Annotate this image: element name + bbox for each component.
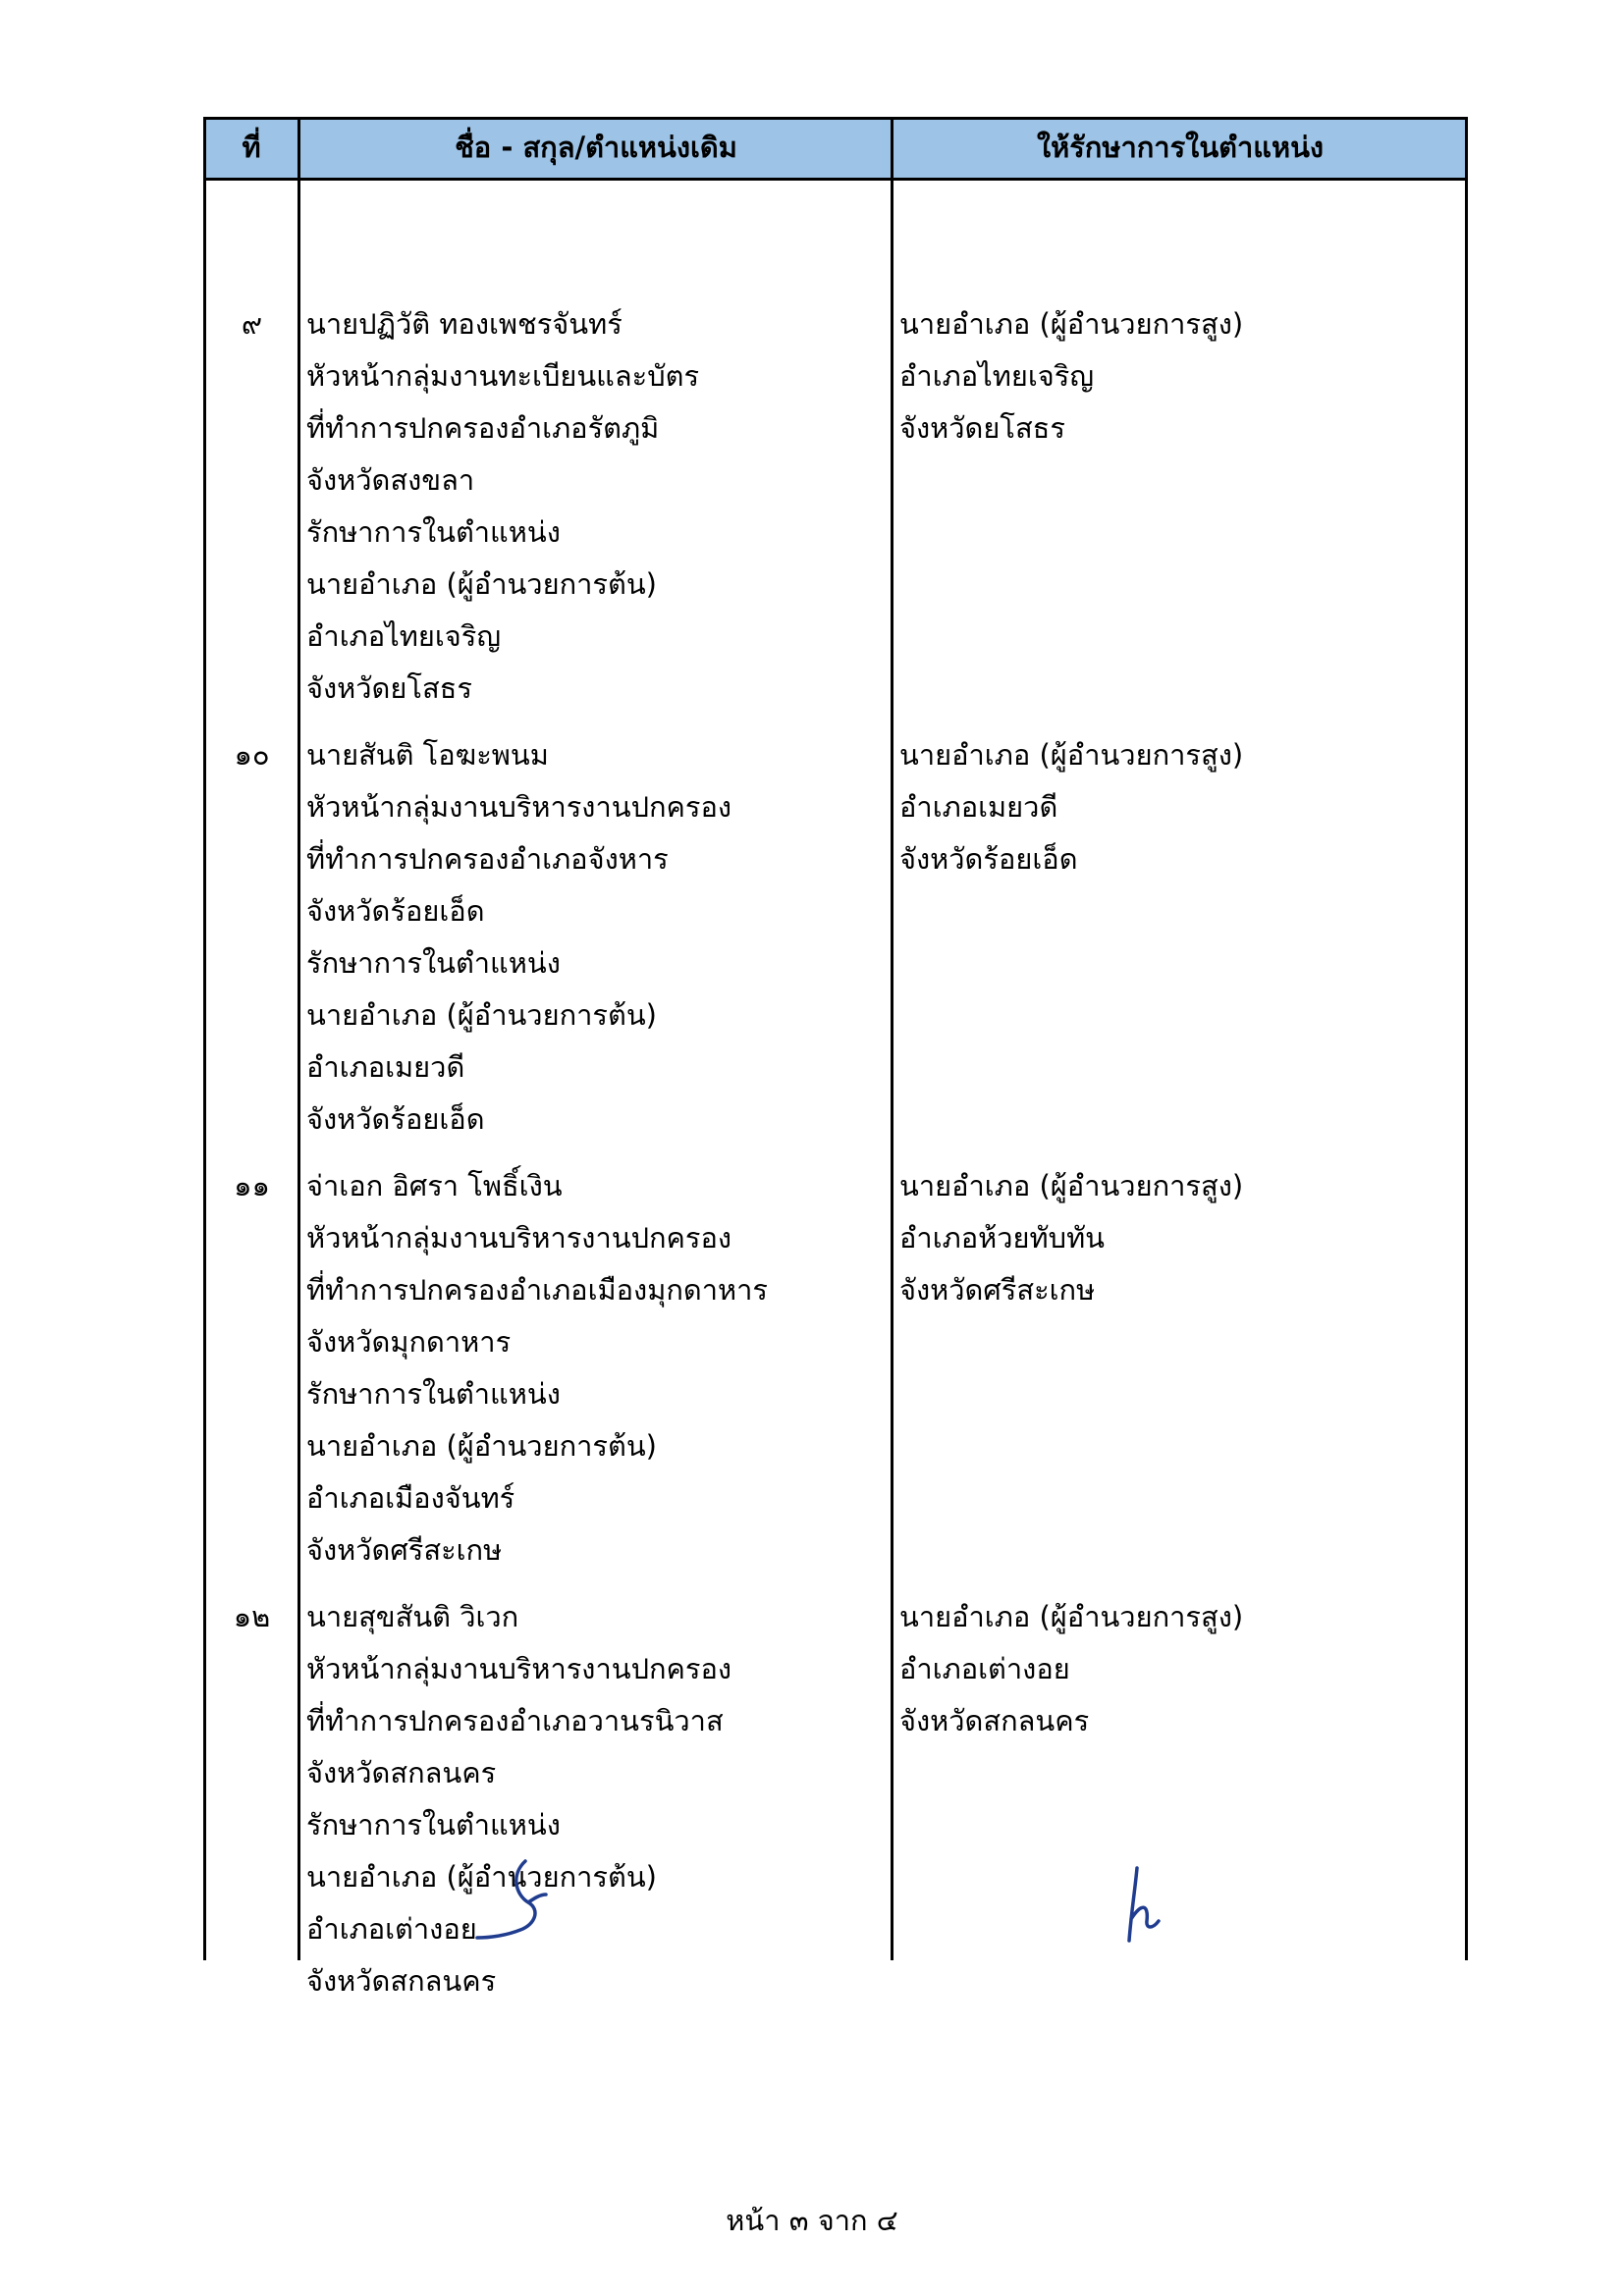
new-line: จังหวัดสกลนคร — [899, 1704, 1090, 1737]
row-old-position — [306, 298, 699, 715]
right-signature-mark — [1119, 1860, 1198, 1949]
row-old-position — [306, 729, 731, 1146]
table-left-border — [203, 117, 206, 1960]
new-line: นายอำเภอ (ผู้อำนวยการสูง) — [899, 307, 1244, 341]
old-line: หัวหน้ากลุ่มงานบริหารงานปกครอง — [306, 1652, 732, 1685]
appointment-table — [203, 117, 1468, 1998]
row-number: ๑๒ — [233, 1600, 271, 1633]
old-line: นายอำเภอ (ผู้อำนวยการต้น) — [306, 998, 657, 1032]
left-signature-mark — [471, 1855, 569, 1944]
old-line: อำเภอไทยเจริญ — [306, 619, 502, 653]
old-line: ที่ทำการปกครองอำเภอรัตภูมิ — [306, 411, 660, 445]
old-line: จังหวัดยโสธร — [306, 671, 472, 705]
new-line: จังหวัดร้อยเอ็ด — [899, 842, 1078, 876]
old-line: จังหวัดร้อยเอ็ด — [306, 894, 485, 928]
old-line: นายปฏิวัติ ทองเพชรจันทร์ — [306, 307, 623, 341]
old-line: ที่ทำการปกครองอำเภอจังหาร — [306, 842, 669, 876]
old-line: ที่ทำการปกครองอำเภอวานรนิวาส — [306, 1704, 724, 1737]
old-line: นายอำเภอ (ผู้อำนวยการต้น) — [306, 1860, 657, 1894]
old-line: หัวหน้ากลุ่มงานบริหารงานปกครอง — [306, 1221, 732, 1255]
old-line: อำเภอเต่างอย — [306, 1912, 477, 1946]
column-divider-2 — [891, 117, 893, 1960]
new-line: นายอำเภอ (ผู้อำนวยการสูง) — [899, 1169, 1244, 1202]
old-line: อำเภอเมยวดี — [306, 1050, 465, 1084]
old-line: จังหวัดมุกดาหาร — [306, 1325, 512, 1359]
old-line: ที่ทำการปกครองอำเภอเมืองมุกดาหาร — [306, 1273, 768, 1307]
header-no: ที่ — [242, 131, 261, 164]
new-line: จังหวัดศรีสะเกษ — [899, 1273, 1096, 1307]
header-acting-position: ให้รักษาการในตำแหน่ง — [1036, 131, 1325, 164]
old-line: จังหวัดศรีสะเกษ — [306, 1533, 503, 1567]
old-line: หัวหน้ากลุ่มงานบริหารงานปกครอง — [306, 790, 732, 824]
new-line: นายอำเภอ (ผู้อำนวยการสูง) — [899, 1600, 1244, 1633]
row-number: ๑๑ — [234, 1169, 270, 1202]
header-bottom-border — [203, 178, 1468, 181]
table-top-border — [203, 117, 1468, 120]
table-header — [203, 117, 1468, 178]
old-line: จังหวัดสงขลา — [306, 463, 475, 497]
old-line: นายสันติ โอฆะพนม — [306, 738, 549, 772]
row-number: ๙ — [241, 307, 263, 341]
row-number: ๑๐ — [234, 738, 270, 772]
row-acting-position — [899, 729, 1243, 885]
header-name-old-position: ชื่อ - สกุล/ตำแหน่งเดิม — [455, 131, 737, 164]
row-acting-position — [899, 1160, 1243, 1316]
table-right-border — [1465, 117, 1468, 1960]
old-line: นายสุขสันติ วิเวก — [306, 1600, 519, 1633]
column-divider-1 — [298, 117, 300, 1960]
new-line: นายอำเภอ (ผู้อำนวยการสูง) — [899, 738, 1244, 772]
old-line: นายอำเภอ (ผู้อำนวยการต้น) — [306, 567, 657, 601]
page-number-footer: หน้า ๓ จาก ๔ — [726, 2204, 898, 2237]
old-line: จังหวัดสกลนคร — [306, 1756, 497, 1789]
new-line: อำเภอเต่างอย — [899, 1652, 1070, 1685]
old-line: รักษาการในตำแหน่ง — [306, 1377, 561, 1411]
old-line: รักษาการในตำแหน่ง — [306, 515, 561, 549]
new-line: อำเภอห้วยทับทัน — [899, 1221, 1106, 1255]
old-line: นายอำเภอ (ผู้อำนวยการต้น) — [306, 1429, 657, 1463]
old-line: รักษาการในตำแหน่ง — [306, 946, 561, 980]
old-line: จังหวัดร้อยเอ็ด — [306, 1102, 485, 1136]
new-line: อำเภอเมยวดี — [899, 790, 1058, 824]
row-acting-position — [899, 298, 1243, 454]
old-line: จังหวัดสกลนคร — [306, 1964, 497, 1998]
old-line: อำเภอเมืองจันทร์ — [306, 1481, 515, 1515]
new-line: อำเภอไทยเจริญ — [899, 359, 1095, 393]
row-acting-position — [899, 1591, 1243, 1747]
old-line: รักษาการในตำแหน่ง — [306, 1808, 561, 1842]
row-old-position — [306, 1591, 731, 2007]
old-line: จ่าเอก อิศรา โพธิ์เงิน — [306, 1169, 563, 1202]
old-line: หัวหน้ากลุ่มงานทะเบียนและบัตร — [306, 359, 700, 393]
new-line: จังหวัดยโสธร — [899, 411, 1065, 445]
row-old-position — [306, 1160, 768, 1576]
